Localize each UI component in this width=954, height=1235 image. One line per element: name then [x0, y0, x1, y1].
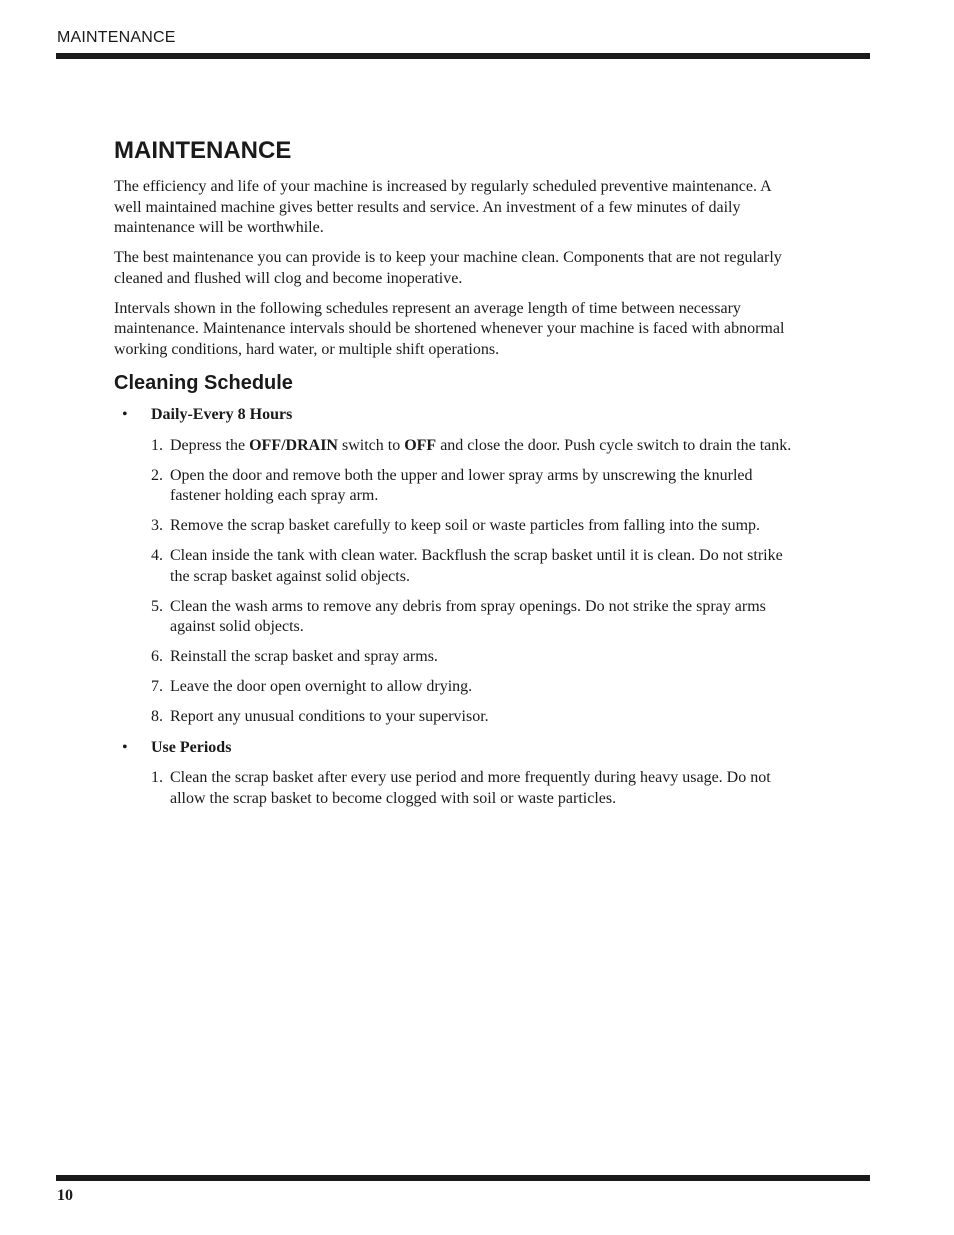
schedule-group-heading: Daily-Every 8 Hours: [151, 406, 293, 423]
list-item: [114, 768, 794, 809]
bullet-icon: •: [122, 406, 128, 423]
step-number: 4.: [151, 547, 163, 564]
step-number: 3.: [151, 517, 163, 534]
step-text: Reinstall the scrap basket and spray arms.: [170, 648, 438, 665]
list-item: [114, 647, 794, 668]
switch-name: OFF/DRAIN: [249, 436, 338, 454]
intro-paragraph: The efficiency and life of your machine is increased by regularly scheduled preventive maintenance. A well maintained machine gives better results and service. An investment of a few minutes of daily maintenance will be worthwhile.: [114, 178, 771, 236]
schedule-group-daily: [114, 405, 794, 728]
list-item: [114, 597, 794, 638]
intro-paragraph: The best maintenance you can provide is to keep your machine clean. Components that are not regularly cleaned and flushed will clog and become inoperative.: [114, 249, 782, 287]
bullet-icon: •: [122, 738, 128, 756]
daily-steps-list: [114, 436, 794, 728]
running-header: MAINTENANCE: [57, 29, 176, 46]
list-item: [114, 677, 794, 698]
page-number: 10: [57, 1187, 73, 1204]
page-content: [114, 136, 794, 819]
list-item: [114, 516, 794, 537]
step-number: 6.: [151, 648, 163, 665]
list-item: [114, 466, 794, 507]
list-item: 1. Depress the OFF/DRAIN switch to OFF and close the door. Push cycle switch to drain the tank.: [114, 436, 794, 457]
step-text: Remove the scrap basket carefully to keep soil or waste particles from falling into the sump.: [170, 517, 761, 534]
step-text: Clean inside the tank with clean water. Backflush the scrap basket until it is clean. Do not strike the scrap basket against solid objects.: [170, 547, 783, 585]
list-item: [114, 546, 794, 587]
cleaning-schedule-title: Cleaning Schedule: [114, 372, 293, 394]
step-number: 8.: [151, 708, 163, 725]
step-number: 7.: [151, 678, 163, 695]
step-number: 2.: [151, 466, 163, 484]
intro-paragraph: Intervals shown in the following schedules represent an average length of time between necessary maintenance. Maintenance intervals should be shortened whenever your machine is faced with abnormal working conditions, hard water, or multiple shift operations.: [114, 299, 785, 358]
step-text: Report any unusual conditions to your supervisor.: [170, 708, 489, 725]
step-text: Leave the door open overnight to allow drying.: [170, 678, 473, 695]
section-title: MAINTENANCE: [114, 137, 292, 164]
switch-position: OFF: [404, 436, 437, 454]
header-rule: [56, 53, 870, 59]
list-item: [114, 707, 794, 728]
step-number: 1.: [151, 769, 163, 786]
schedule-group-use-periods: [114, 738, 794, 810]
step-text: Clean the scrap basket after every use period and more frequently during heavy usage. Do not allow the scrap basket to become clogged with soil or waste particles.: [170, 769, 771, 807]
step-number: 1.: [151, 436, 163, 454]
step-text: Clean the wash arms to remove any debris from spray openings. Do not strike the spray arms against solid objects.: [170, 597, 766, 635]
step-number: 5.: [151, 597, 163, 615]
use-period-steps-list: [114, 768, 794, 809]
schedule-group-heading: Use Periods: [151, 738, 232, 756]
step-text: Open the door and remove both the upper and lower spray arms by unscrewing the knurled fastener holding each spray arm.: [170, 466, 753, 504]
footer-rule: [56, 1175, 870, 1181]
